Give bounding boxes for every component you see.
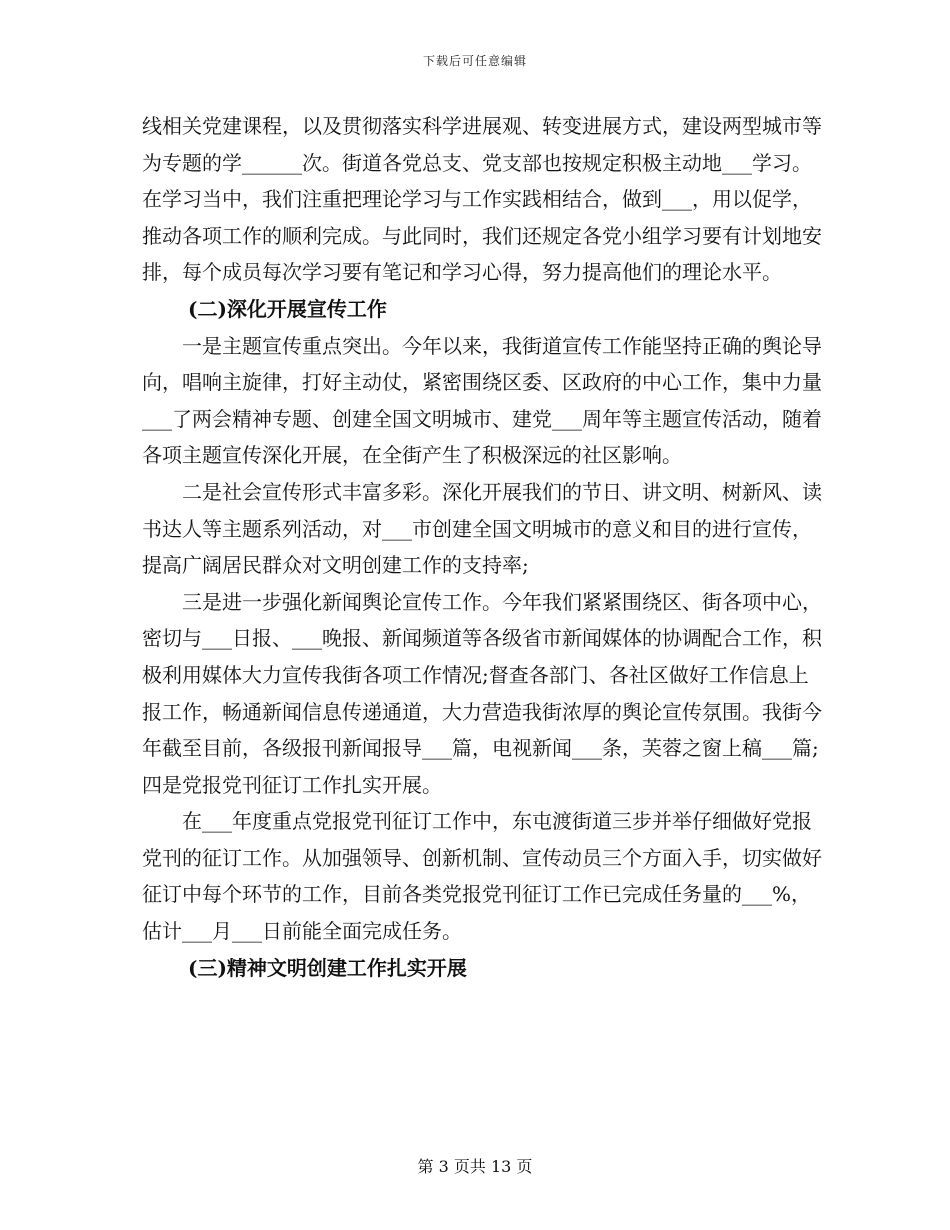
document-body [142,108,822,986]
page-footer: 第 3 页共 13 页 [417,1157,533,1176]
page-header: 下载后可任意编辑 [422,54,527,68]
paragraph-theme-publicity: 一是主题宣传重点突出。今年以来，我街道宣传工作能坚持正确的舆论导向，唱响主旋律，打好主动仗，紧密围绕区委、区政府的中心工作，集中力量___了两会精神专题、创建全国文明城市、建党___周年等主题宣传活动，随着各项主题宣传深化开展，在全街产生了积极深远的社区影响。 [142,333,822,468]
section-heading-civilization: (三)精神文明创建工作扎实开展 [188,955,467,980]
section-heading-publicity: (二)深化开展宣传工作 [188,296,387,321]
paragraph-subscription: 在___年度重点党报党刊征订工作中，东屯渡街道三步并举仔细做好党报党刊的征订工作。从加强领导、创新机制、宣传动员三个方面入手，切实做好征订中每个环节的工作，目前各类党报党刊征订工作已完成任务量的___%，估计___月___日前能全面完成任务。 [142,809,822,944]
paragraph-study-continued: 线相关党建课程，以及贯彻落实科学进展观、转变进展方式，建设两型城市等为专题的学______次。街道各党总支、党支部也按规定积极主动地___学习。在学习当中，我们注重把理论学习与工作实践相结合，做到___，用以促学，推动各项工作的顺利完成。与此同时，我们还规定各党小组学习要有计划地安排，每个成员每次学习要有笔记和学习心得，努力提高他们的理论水平。 [142,114,822,285]
paragraph-social-publicity: 二是社会宣传形式丰富多彩。深化开展我们的节日、讲文明、树新风、读书达人等主题系列活动，对___市创建全国文明城市的意义和目的进行宣传，提高广阔居民群众对文明创建工作的支持率; [142,479,822,578]
paragraph-news-publicity: 三是进一步强化新闻舆论宣传工作。今年我们紧紧围绕区、街各项中心，密切与___日报、___晚报、新闻频道等各级省市新闻媒体的协调配合工作，积极利用媒体大力宣传我街各项工作情况;督查各部门、各社区做好工作信息上报工作，畅通新闻信息传递通道，大力营造我街浓厚的舆论宣传氛围。我街今年截至目前，各级报刊新闻报导___篇，电视新闻___条，芙蓉之窗上稿___篇;四是党报党刊征订工作扎实开展。 [142,589,822,797]
